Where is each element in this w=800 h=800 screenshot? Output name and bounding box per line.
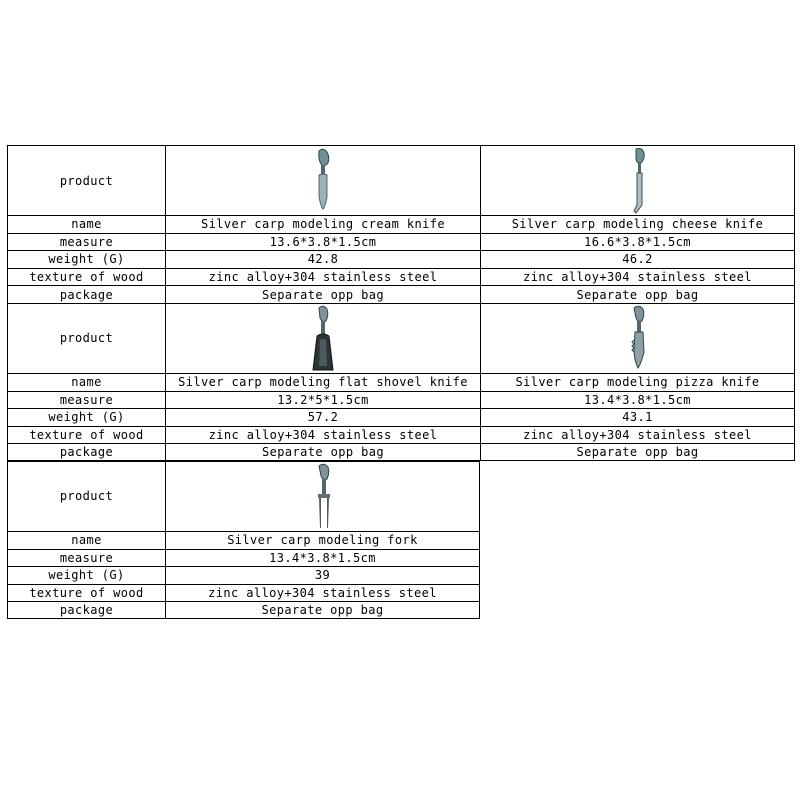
product-texture: zinc alloy+304 stainless steel: [480, 268, 795, 286]
product-package: Separate opp bag: [480, 443, 795, 461]
texture-label: texture of wood: [7, 268, 165, 286]
weight-label: weight (G): [7, 566, 165, 584]
texture-label: texture of wood: [7, 584, 165, 602]
product-image-cream-knife: [165, 145, 480, 215]
product-texture: zinc alloy+304 stainless steel: [165, 268, 480, 286]
product-name: Silver carp modeling cream knife: [165, 215, 480, 233]
flat-shovel-knife-icon: [303, 304, 343, 372]
product-image-fork: [165, 461, 480, 531]
fork-icon: [303, 462, 343, 530]
spec-block-2: [7, 303, 795, 461]
product-label: product: [7, 303, 165, 373]
cream-knife-icon: [303, 147, 343, 215]
product-package: Separate opp bag: [165, 443, 480, 461]
name-label: name: [7, 373, 165, 391]
product-measure: 13.4*3.8*1.5cm: [480, 391, 795, 409]
product-weight: 43.1: [480, 408, 795, 426]
product-name: Silver carp modeling flat shovel knife: [165, 373, 480, 391]
spec-block-3: [7, 461, 795, 619]
product-label: product: [7, 461, 165, 531]
weight-label: weight (G): [7, 408, 165, 426]
package-label: package: [7, 443, 165, 461]
weight-label: weight (G): [7, 250, 165, 268]
product-package: Separate opp bag: [480, 285, 795, 303]
product-name: Silver carp modeling cheese knife: [480, 215, 795, 233]
product-measure: 13.2*5*1.5cm: [165, 391, 480, 409]
product-image-flat-shovel-knife: [165, 303, 480, 373]
name-label: name: [7, 215, 165, 233]
product-label: product: [7, 145, 165, 215]
product-measure: 16.6*3.8*1.5cm: [480, 233, 795, 251]
pizza-knife-icon: [618, 304, 658, 372]
package-label: package: [7, 601, 165, 619]
product-package: Separate opp bag: [165, 285, 480, 303]
product-weight: 42.8: [165, 250, 480, 268]
cheese-knife-icon: [618, 147, 658, 215]
product-name: Silver carp modeling fork: [165, 531, 480, 549]
measure-label: measure: [7, 391, 165, 409]
product-texture: zinc alloy+304 stainless steel: [165, 426, 480, 444]
product-weight: 46.2: [480, 250, 795, 268]
product-texture: zinc alloy+304 stainless steel: [165, 584, 480, 602]
product-name: Silver carp modeling pizza knife: [480, 373, 795, 391]
name-label: name: [7, 531, 165, 549]
product-image-pizza-knife: [480, 303, 795, 373]
product-measure: 13.4*3.8*1.5cm: [165, 549, 480, 567]
texture-label: texture of wood: [7, 426, 165, 444]
spec-block-1: [7, 145, 795, 303]
product-image-cheese-knife: [480, 145, 795, 215]
product-weight: 39: [165, 566, 480, 584]
product-package: Separate opp bag: [165, 601, 480, 619]
measure-label: measure: [7, 233, 165, 251]
product-weight: 57.2: [165, 408, 480, 426]
package-label: package: [7, 285, 165, 303]
product-texture: zinc alloy+304 stainless steel: [480, 426, 795, 444]
product-measure: 13.6*3.8*1.5cm: [165, 233, 480, 251]
product-spec-sheet: [7, 145, 795, 619]
measure-label: measure: [7, 549, 165, 567]
